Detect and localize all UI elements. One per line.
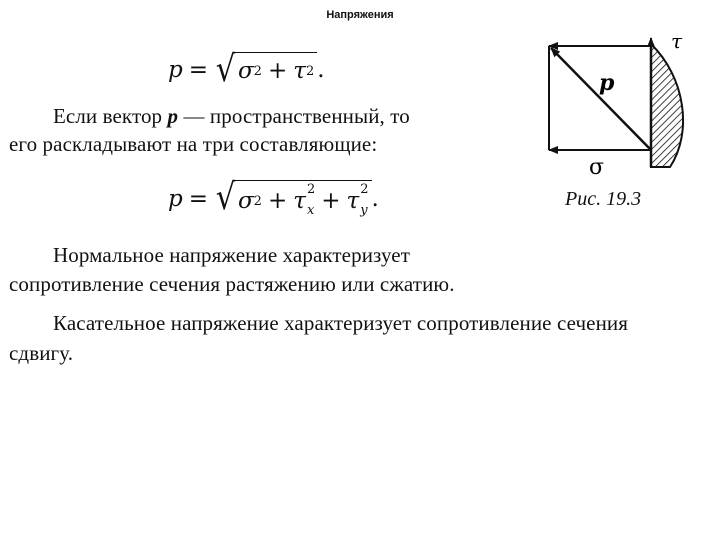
formula-period: . [317,56,325,83]
formula-components [168,177,379,219]
formula-equals: = [188,56,209,83]
section-hatch [651,44,683,167]
radical-2 [214,177,372,219]
tau-x-exponent: 2 [306,182,316,197]
tau-x-symbol: τ [293,187,306,214]
radical-sign-icon: √ [215,49,236,90]
paragraph-3-line-2: сдвигу. [9,341,74,365]
plus-sign-2: + [267,187,288,214]
tau-label: τ [671,32,683,53]
tau-x-subscript: x [306,203,315,218]
sigma-exponent-2: 2 [253,193,262,209]
tau-exponent: 2 [305,64,315,79]
formula-magnitude [168,49,325,90]
sigma-symbol-2: σ [237,187,254,214]
plus-sign: + [267,58,288,84]
radicand-2 [235,180,372,219]
formula-lhs: p [168,56,183,83]
plus-sign-3: + [321,187,341,214]
para1-after: — пространственный, то [183,104,410,128]
p-label: p [599,70,615,96]
tau-x-indices [307,183,315,219]
stress-diagram [535,32,695,182]
tau-y-subscript: y [360,203,368,218]
paragraph-2-line-1: Нормальное напряжение характеризует [53,243,411,267]
paragraph-1-line-2: его раскладывают на три составляющие: [9,132,378,156]
figure-caption: Рис. 19.3 [565,188,642,210]
sigma-label: σ [589,155,605,180]
tau-y-indices [360,183,368,219]
vector-p: p [167,104,179,128]
paragraph-1-line-1 [53,103,410,129]
para1-before: Если вектор [53,104,163,128]
tau-y-symbol: τ [346,187,360,214]
tau-symbol: τ [293,58,306,84]
paragraph-3-line-1: Касательное напряжение характеризует сопротивление сечения [53,311,629,335]
page-title: Напряжения [326,9,394,21]
radical [214,49,317,90]
formula2-period: . [371,186,379,212]
formula2-equals: = [188,186,209,212]
paragraph-2-line-2: сопротивление сечения растяжению или сжатию. [9,272,455,296]
radicand [235,52,317,88]
sigma-symbol: σ [237,58,254,84]
formula2-lhs: p [168,186,183,212]
tau-y-exponent: 2 [360,182,369,197]
p-vector [551,48,651,150]
sigma-exponent: 2 [253,64,262,79]
radical-sign-2-icon: √ [215,177,236,218]
